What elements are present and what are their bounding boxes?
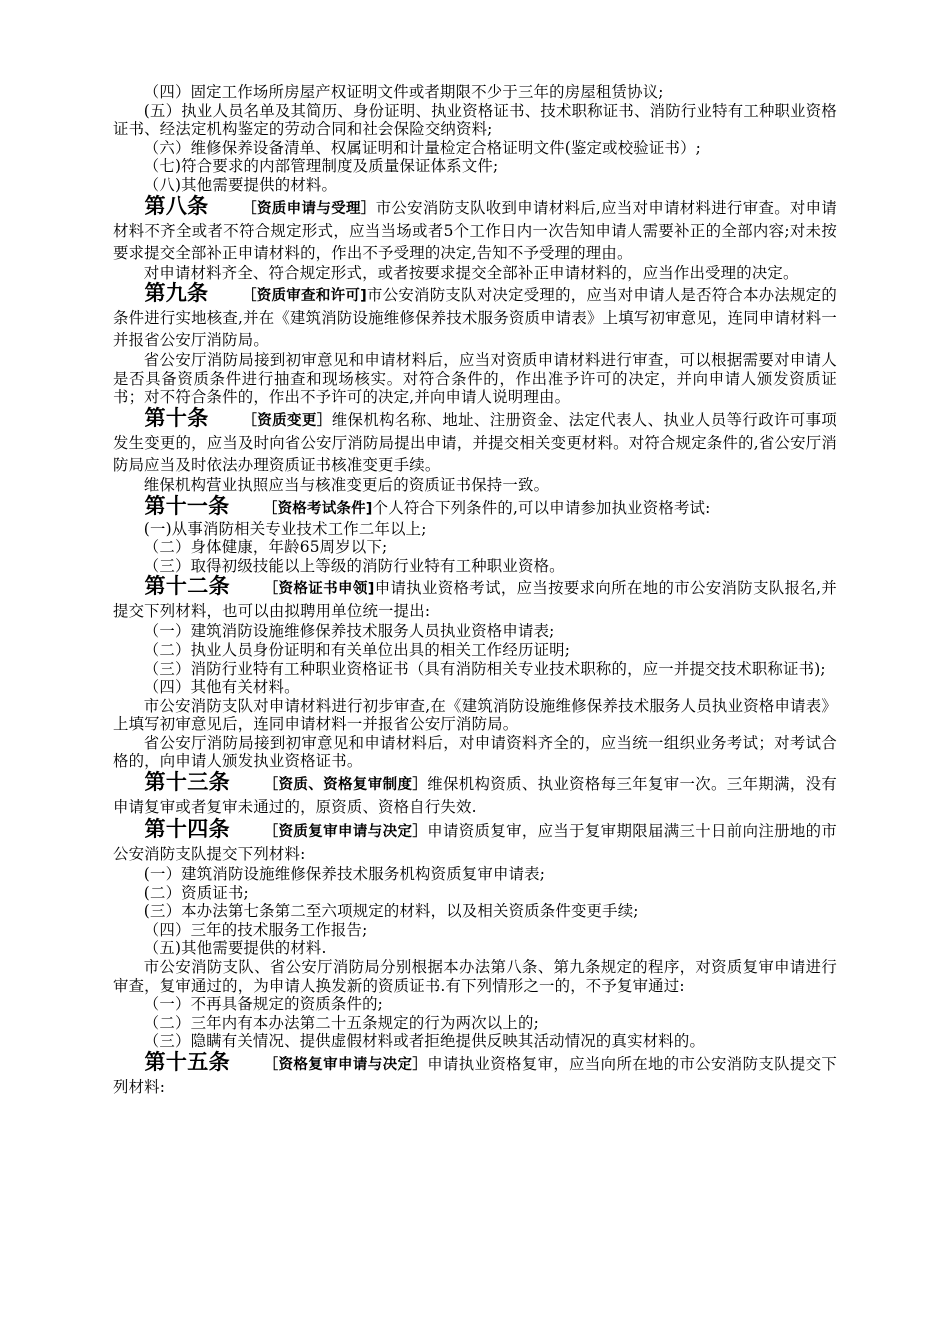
- list-item: （三）取得初级技能以上等级的消防行业特有工种职业资格。: [143, 556, 565, 575]
- article-number: 第十条: [144, 405, 209, 430]
- article-number: 第十四条: [144, 817, 231, 842]
- article-text: 维保机构资质、执业资格每三年复审一次。三年期满，没有申请复审或者复审未通过的，原资质、资格自行失效.: [113, 775, 838, 817]
- article-11: [113, 495, 837, 520]
- article-title: ［资质变更］: [242, 412, 332, 429]
- article-text: 市公安消防支队对决定受理的，应当对申请人是否符合本办法规定的条件进行实地核查,并在《建筑消防设施维修保养技术服务资质申请表》上填写初审意见，连同申请材料一并报省公安厅消防局。: [113, 286, 837, 350]
- article-9: [113, 282, 837, 351]
- article-10: [113, 407, 837, 476]
- article-text: 申请执业资格考试，应当按要求向所在地的市公安消防支队报名,并提交下列材料，也可以由拟聘用单位统一提出:: [113, 579, 837, 621]
- list-item: （四）固定工作场所房屋产权证明文件或者期限不少于三年的房屋租赁协议;: [143, 83, 664, 101]
- list-item: （三）消防行业特有工种职业资格证书（具有消防相关专业技术职称的，应一并提交技术职称证书);: [143, 659, 826, 678]
- list-item: （三）隐瞒有关情况、提供虚假材料或者拒绝提供反映其活动情况的真实材料的。: [143, 1032, 706, 1051]
- list-item: （七)符合要求的内部管理制度及质量保证体系文件;: [143, 157, 499, 176]
- list-item: (三）本办法第七条第二至六项规定的材料，以及相关资质条件变更手续;: [143, 902, 639, 921]
- list-item: （四）其他有关材料。: [143, 678, 300, 697]
- list-item: (一）建筑消防设施维修保养技术服务机构资质复审申请表;: [143, 865, 546, 884]
- list-item: (二）资质证书;: [143, 883, 249, 902]
- list-item: （一）建筑消防设施维修保养技术服务人员执业资格申请表;: [143, 622, 555, 641]
- article-number: 第十五条: [144, 1050, 231, 1074]
- article-number: 第九条: [144, 281, 209, 306]
- article-15: [113, 1051, 837, 1098]
- list-item: （八)其他需要提供的材料。: [143, 175, 338, 194]
- article-title: ［资格复审申请与决定］: [263, 1057, 428, 1073]
- list-item: （四）三年的技术服务工作报告;: [143, 920, 368, 939]
- article-text: 申请资质复审，应当于复审期限届满三十日前向注册地的市公安消防支队提交下列材料:: [113, 822, 838, 864]
- article-title: ［资格证书申领]: [263, 581, 375, 598]
- article-text: 维保机构名称、地址、注册资金、法定代表人、执业人员等行政许可事项发生变更的，应当及时向省公安厅消防局提出申请，并提交相关变更材料。对符合规定条件的,省公安厅消防局应当及时依法办理资质证书核准变更手续。: [113, 410, 837, 474]
- article-number: 第十一条: [144, 493, 230, 518]
- article-number: 第十二条: [144, 574, 230, 599]
- paragraph: 省公安厅消防局接到初审意见和申请材料后，对申请资料齐全的，应当统一组织业务考试；对考试合格的，向申请人颁发执业资格证书。: [113, 733, 837, 771]
- paragraph: 市公安消防支队对申请材料进行初步审查,在《建筑消防设施维修保养技术服务人员执业资格申请表》上填写初审意见后，连同申请材料一并报省公安厅消防局。: [113, 696, 837, 734]
- list-item: （二）三年内有本办法第二十五条规定的行为两次以上的;: [143, 1013, 539, 1032]
- paragraph: 省公安厅消防局接到初审意见和申请材料后，应当对资质申请材料进行审查，可以根据需要对申请人是否具备资质条件进行抽查和现场核实。对符合条件的，作出准予许可的决定，并向申请人颁发资质证书；对不符合条件的，作出不予许可的决定,并向申请人说明理由。: [113, 351, 837, 407]
- list-item: （五)其他需要提供的材料.: [143, 939, 327, 958]
- article-title: ［资格考试条件]: [262, 500, 373, 517]
- list-item: （二）执业人员身份证明和有关单位出具的相关工作经历证明;: [143, 640, 571, 659]
- article-text: 个人符合下列条件的,可以申请参加执业资格考试:: [372, 498, 711, 517]
- article-13: [113, 771, 837, 818]
- article-title: ［资质审查和许可]: [241, 288, 367, 305]
- article-title: ［资质、资格复审制度］: [263, 777, 428, 794]
- article-text: 市公安消防支队收到申请材料后,应当对申请材料进行审查。对申请材料不齐全或者不符合规定形式，应当当场或者5个工作日内一次告知申请人需要补正的全部内容;对未按要求提交全部补正申请材料的，作出不予受理的决定,告知不予受理的理由。: [113, 198, 837, 262]
- list-item: （六）维修保养设备清单、权属证明和计量检定合格证明文件(鉴定或校验证书）;: [143, 138, 702, 157]
- article-12: [113, 575, 837, 622]
- article-text: 申请执业资格复审，应当向所在地的市公安消防支队提交下列材料:: [113, 1055, 838, 1096]
- list-item: （二）身体健康，年龄65周岁以下;: [143, 538, 388, 557]
- list-item: (一)从事消防相关专业技术工作二年以上;: [143, 519, 427, 538]
- list-item: （一）不再具备规定的资质条件的;: [143, 995, 384, 1014]
- paragraph: 维保机构营业执照应当与核准变更后的资质证书保持一致。: [143, 475, 550, 494]
- article-title: ［资质复审申请与决定］: [263, 824, 428, 841]
- paragraph: 对申请材料齐全、符合规定形式，或者按要求提交全部补正申请材料的，应当作出受理的决定。: [143, 263, 799, 282]
- article-8: [113, 195, 837, 264]
- article-title: ［资质申请与受理］: [242, 200, 376, 217]
- article-14: [113, 818, 837, 865]
- paragraph: 市公安消防支队、省公安厅消防局分别根据本办法第八条、第九条规定的程序，对资质复审申请进行审查，复审通过的，为申请人换发新的资质证书.有下列情形之一的，不予复审通过:: [113, 958, 837, 995]
- article-number: 第八条: [144, 193, 209, 218]
- document-page: [113, 83, 837, 1098]
- list-item: (五）执业人员名单及其简历、身份证明、执业资格证书、技术职称证书、消防行业特有工种职业资格证书、经法定机构鉴定的劳动合同和社会保险交纳资料;: [113, 101, 837, 139]
- article-number: 第十三条: [144, 770, 231, 795]
